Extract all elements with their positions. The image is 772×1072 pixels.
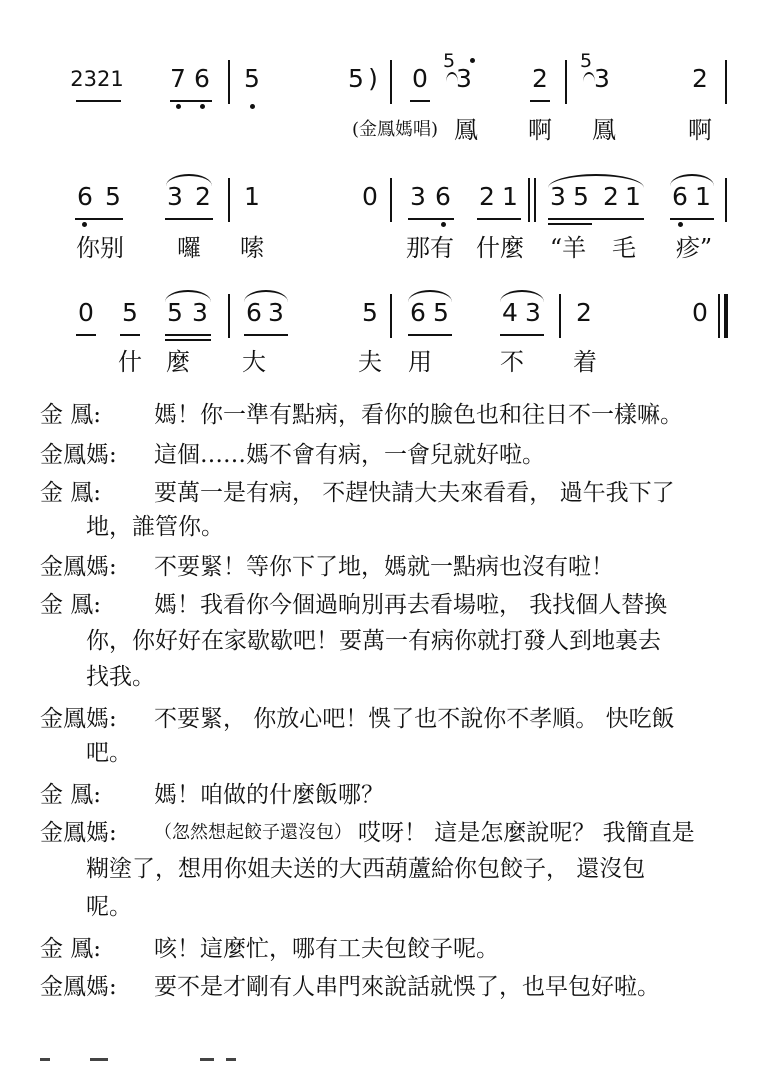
slur — [670, 174, 714, 186]
note: 0 — [78, 298, 94, 327]
dot — [678, 222, 683, 227]
note: 4 — [502, 298, 518, 327]
lyric: 啊 — [688, 116, 712, 144]
dialogue-line: 要不是才剛有人串門來說話就悞了，也早包好啦。 — [154, 974, 660, 1000]
lyric: 夫 — [358, 348, 382, 376]
lyric: 鳳 — [592, 116, 616, 144]
dialogue-line: 吧。 — [86, 740, 132, 766]
underline — [500, 334, 544, 336]
slur — [408, 290, 452, 302]
cropped-text-fragment — [226, 1058, 236, 1061]
note: 5 — [348, 64, 364, 93]
barline — [528, 178, 530, 222]
jianpu-score — [0, 0, 772, 380]
note: 2 — [603, 182, 619, 211]
note: 6 — [435, 182, 451, 211]
dialogue-line: 你，你好好在家歇歇吧！要萬一有病你就打發人到地裏去 — [86, 628, 661, 654]
score-row-1 — [0, 50, 772, 100]
slur — [165, 290, 211, 302]
dot — [470, 58, 475, 63]
dot — [82, 222, 87, 227]
dialogue-line: 媽！咱做的什麼飯哪？ — [154, 782, 384, 808]
note: 1 — [625, 182, 641, 211]
lyric: 啊 — [528, 116, 552, 144]
note: 3 — [410, 182, 426, 211]
lyric: 麼 — [166, 348, 190, 376]
note: 3 — [268, 298, 284, 327]
lyric: 鳳 — [454, 116, 478, 144]
barline — [390, 178, 392, 222]
underline — [530, 100, 550, 102]
barline — [565, 60, 567, 104]
barline — [228, 60, 230, 104]
note: 3 — [525, 298, 541, 327]
barline — [725, 60, 727, 104]
barline — [718, 294, 720, 338]
note: 3 — [550, 182, 566, 211]
speaker: 金 鳳: — [40, 480, 102, 506]
dialogue-line: 不要緊！等你下了地，媽就一點病也沒有啦！ — [154, 554, 614, 580]
note: 3 — [167, 182, 183, 211]
stage-direction: (金鳳媽唱) — [352, 119, 439, 140]
lyric: “羊 — [549, 234, 587, 262]
note: 5 — [244, 64, 260, 93]
dialogue-line: 咳！這麼忙，哪有工夫包餃子呢。 — [154, 936, 499, 962]
note: 5 — [105, 182, 121, 211]
note: 0 — [362, 182, 378, 211]
paren: ) — [368, 64, 378, 93]
lyric: 你别 — [76, 234, 124, 262]
note: 5 — [167, 298, 183, 327]
underline — [75, 218, 123, 220]
cropped-text-fragment — [90, 1058, 108, 1061]
note: 5 — [362, 298, 378, 327]
barline — [228, 178, 230, 222]
lyric: 嗦 — [240, 234, 264, 262]
lyric: 囉 — [177, 234, 201, 262]
underline — [477, 218, 521, 220]
speaker: 金 鳳: — [40, 936, 102, 962]
note: 2 — [692, 64, 708, 93]
dialogue-line: 糊塗了，想用你姐夫送的大西葫蘆給你包餃子， 還沒包 — [86, 856, 646, 882]
barline — [559, 294, 561, 338]
underline — [170, 100, 212, 102]
dialogue-line: 找我。 — [86, 664, 155, 690]
underline — [165, 334, 211, 336]
dialogue-line: 不要緊， 你放心吧！悞了也不說你不孝順。 快吃飯 — [154, 706, 675, 732]
grace-note: 5 — [579, 50, 593, 72]
score-row-2 — [0, 178, 772, 218]
lyrics-row-1 — [0, 116, 772, 156]
speaker: 金 鳳: — [40, 592, 102, 618]
speaker: 金 鳳: — [40, 782, 102, 808]
underline — [120, 334, 140, 336]
note: 3 — [594, 64, 610, 93]
note: 2 — [532, 64, 548, 93]
lyric: 不 — [500, 348, 524, 376]
note: 6 — [246, 298, 262, 327]
underline — [244, 334, 288, 336]
note: 1 — [695, 182, 711, 211]
lyric: 疹” — [675, 234, 713, 262]
lyric: 着 — [573, 348, 597, 376]
note: 7 — [170, 64, 186, 93]
lyric: 什 — [118, 348, 142, 376]
note: 6 — [194, 64, 210, 93]
underline — [410, 100, 430, 102]
note: 6 — [672, 182, 688, 211]
dialogue-line: 這個……媽不會有病，一會兒就好啦。 — [154, 442, 545, 468]
lyric: 用 — [408, 348, 432, 376]
dot — [200, 104, 205, 109]
dialogue-line: 哎呀！ 這是怎麼說呢？ 我簡直是 — [358, 820, 695, 846]
underline — [165, 339, 211, 341]
barline — [228, 294, 230, 338]
final-barline — [724, 294, 728, 338]
speaker: 金鳳媽: — [40, 974, 117, 1000]
dialogue-line: 呢。 — [86, 894, 132, 920]
note: 2 — [195, 182, 211, 211]
dot — [441, 222, 446, 227]
underline — [408, 334, 452, 336]
underline — [548, 223, 592, 225]
dot — [176, 104, 181, 109]
slur — [166, 174, 212, 186]
note: 1 — [244, 182, 260, 211]
score-row-3 — [0, 294, 772, 334]
note: 2 — [479, 182, 495, 211]
note: 0 — [412, 64, 428, 93]
note: 5 — [573, 182, 589, 211]
note: 6 — [77, 182, 93, 211]
speaker: 金鳳媽: — [40, 706, 117, 732]
lyric: 毛 — [612, 234, 636, 262]
barline — [725, 178, 727, 222]
barline — [534, 178, 536, 222]
lyric: 那有 — [406, 234, 454, 262]
note: 2 — [576, 298, 592, 327]
lyrics-row-2 — [0, 234, 772, 274]
dialogue-line: 媽！你一準有點病，看你的臉色也和往日不一樣嘛。 — [154, 402, 683, 428]
note: 6 — [410, 298, 426, 327]
note: 5 — [122, 298, 138, 327]
slur — [500, 290, 544, 302]
dot — [250, 104, 255, 109]
speaker: 金鳳媽: — [40, 820, 117, 846]
underline — [670, 218, 714, 220]
note: 0 — [692, 298, 708, 327]
underline — [76, 334, 96, 336]
slur — [244, 290, 288, 302]
note: 2321 — [70, 67, 124, 91]
speaker: 金鳳媽: — [40, 442, 117, 468]
stage-direction: （忽然想起餃子還沒包） — [154, 822, 352, 843]
dialogue-line: 地，誰管你。 — [86, 514, 224, 540]
speaker: 金鳳媽: — [40, 554, 117, 580]
dialogue-line: 要萬一是有病， 不趕快請大夫來看看， 過午我下了 — [154, 480, 675, 506]
lyric: 大 — [242, 348, 266, 376]
underline — [408, 218, 454, 220]
dialogue-line: 媽！我看你今個過晌別再去看場啦， 我找個人替換 — [154, 592, 668, 618]
note: 3 — [456, 64, 472, 93]
underline — [165, 218, 213, 220]
slur — [548, 174, 644, 188]
cropped-text-fragment — [40, 1058, 50, 1061]
grace-note: 5 — [442, 50, 456, 72]
note: 1 — [502, 182, 518, 211]
note: 3 — [192, 298, 208, 327]
cropped-text-fragment — [200, 1058, 214, 1061]
lyrics-row-3 — [0, 348, 772, 388]
barline — [390, 60, 392, 104]
barline — [390, 294, 392, 338]
speaker: 金 鳳: — [40, 402, 102, 428]
underline — [548, 218, 644, 220]
underline — [76, 100, 121, 102]
note: 5 — [433, 298, 449, 327]
lyric: 什麼 — [476, 234, 524, 262]
